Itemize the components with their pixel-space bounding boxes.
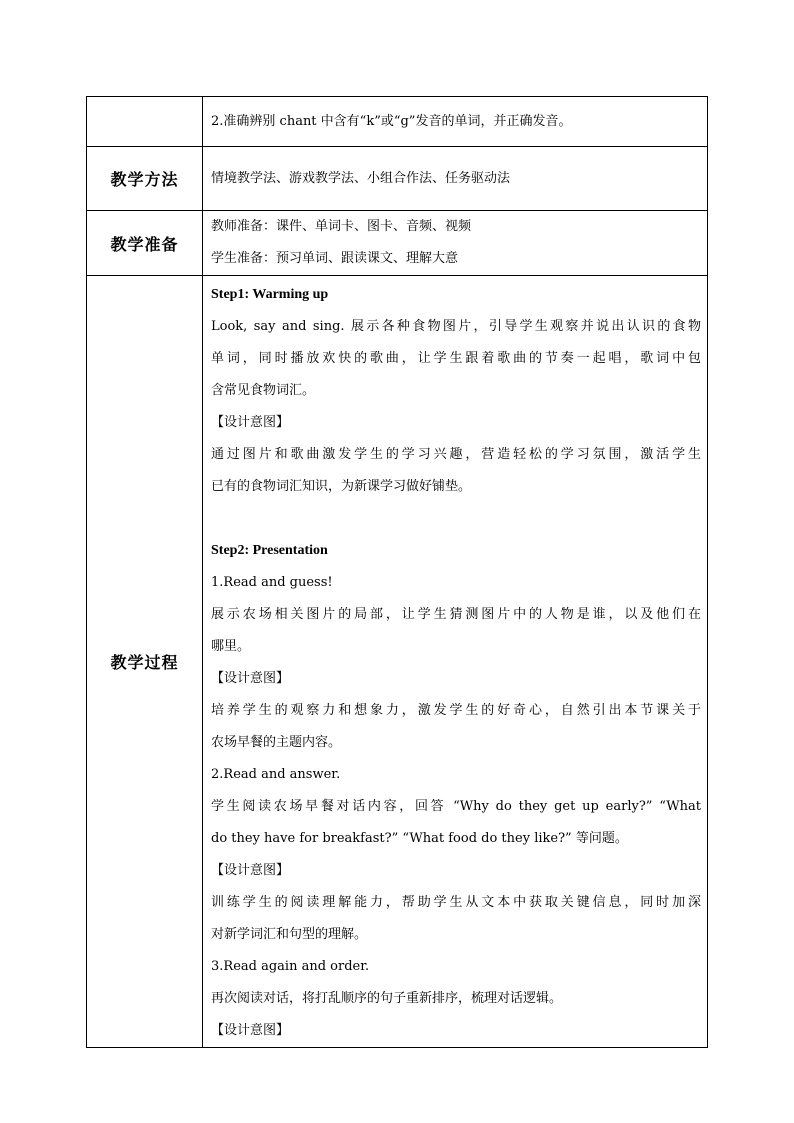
process-line: 含常见食物词汇。 [211,383,316,398]
process-line: 已有的食物词汇知识，为新课学习做好铺垫。 [211,479,472,494]
teacher-preparation-text: 教师准备：课件、单词卡、图卡、音频、视频 [211,219,472,234]
table-row [87,97,708,147]
process-line: 1.Read and guess! [211,575,333,590]
process-cell [203,276,708,1048]
table-row [87,211,708,276]
row-label-teaching-method: 教学方法 [87,147,203,211]
process-line: 3.Read again and order. [211,959,370,974]
step-heading: Step2: Presentation [211,543,328,558]
teaching-method-text: 情境教学法、游戏教学法、小组合作法、任务驱动法 [211,170,511,186]
process-line: 【设计意图】 [211,415,290,430]
process-line: 【设计意图】 [211,671,290,686]
process-line: 农场早餐的主题内容。 [211,735,342,750]
table-row [87,147,708,211]
step-heading: Step1: Warming up [211,287,329,302]
process-line: 对新学词汇和句型的理解。 [211,927,368,942]
process-line: 哪里。 [211,639,251,654]
process-line: 训练学生的阅读理解能力，帮助学生从文本中获取关键信息，同时加深 [211,895,701,910]
lesson-plan-table [86,96,708,1048]
process-line: 单词，同时播放欢快的歌曲，让学生跟着歌曲的节奏一起唱，歌词中包 [211,351,701,366]
student-preparation-text: 学生准备：预习单词、跟读课文、理解大意 [211,251,459,266]
row-label-process: 教学过程 [87,276,203,1048]
process-line: 再次阅读对话，将打乱顺序的句子重新排序，梳理对话逻辑。 [211,991,563,1006]
objective-cell [203,97,708,147]
process-line: 2.Read and answer. [211,767,341,782]
row-label-preparation: 教学准备 [87,211,203,276]
process-line: 展示农场相关图片的局部，让学生猜测图片中的人物是谁，以及他们在 [211,607,701,622]
process-line: 【设计意图】 [211,1023,290,1038]
process-line: 【设计意图】 [211,863,290,878]
blank-line [211,503,701,535]
table-row [87,276,708,1048]
process-line: Look, say and sing. 展示各种食物图片，引导学生观察并说出认识的食物 [211,319,701,334]
process-line: 培养学生的观察力和想象力，激发学生的好奇心，自然引出本节课关于 [211,703,701,718]
preparation-cell [203,211,708,276]
objective-text: 2.准确辨别 chant 中含有“k”或“g”发音的单词，并正确发音。 [211,113,572,129]
row-label-empty [87,97,203,147]
process-line: 学生阅读农场早餐对话内容，回答 “Why do they get up early?” “What [211,799,701,814]
process-line: 通过图片和歌曲激发学生的学习兴趣，营造轻松的学习氛围，激活学生 [211,447,701,462]
teaching-method-cell [203,147,708,211]
process-line: do they have for breakfast?” “What food do they like?” 等问题。 [211,831,628,846]
process-lines [211,276,701,1047]
